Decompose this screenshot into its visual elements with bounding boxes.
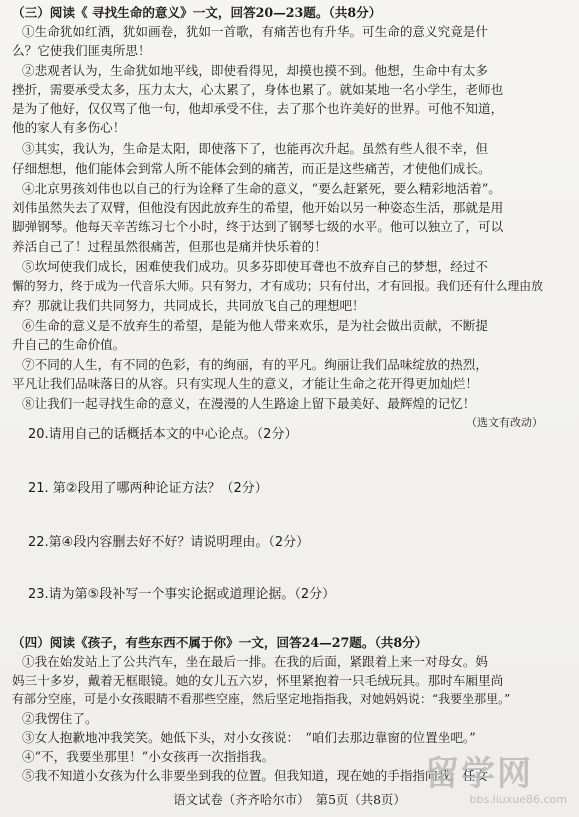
s4-line-2: 妈三十多岁，戴着无框眼镜。她的女儿五六岁，怀里紧抱着一只毛绒玩具。那时车厢里尚 xyxy=(12,673,504,688)
section3-header: （三）阅读《 寻找生命的意义》一文，回答20—23题。（共8分） xyxy=(12,5,382,20)
s3-line-5: 是为了他好，仅仅骂了他一句，他却承受不住，去了那个也许美好的世界。可他不知道， xyxy=(12,101,504,116)
s3-line-9: ④北京男孩刘伟也以自己的行为诠释了生命的意义，“要么赶紧死，要么精彩地活着”。 xyxy=(22,181,501,196)
s3-line-13: ⑤坎坷使我们成长，困难使我们成功。贝多芬即使耳聋也不放弃自己的梦想，经过不 xyxy=(22,259,488,274)
question-22: 22.第④段内容删去好不好？请说明理由。（2分） xyxy=(28,535,310,550)
s3-line-20: ⑧让我们一起寻找生命的意义，在漫漫的人生路途上留下最美好、最辉煌的记忆！ xyxy=(22,396,476,411)
s3-line-16: ⑥生命的意义是不放弃生的希望，是能为他人带来欢乐，是为社会做出贡献，不断提 xyxy=(22,318,488,333)
watermark-url: bbs.liuxue86.com xyxy=(469,793,567,806)
s3-line-12: 养活自己了！过程虽然很痛苦，但那也是痛并快乐着的！ xyxy=(12,239,327,254)
s4-line-7: ⑤我不知道小女孩为什么非要坐到我的位置。但我知道，现在她的手指指向我，任女 xyxy=(22,768,488,783)
s4-line-5: ③女人抱歉地冲我笑笑。她低下头，对小女孩说： “咱们去那边靠窗的位置坐吧。” xyxy=(22,730,476,745)
s3-line-1: ①生命犹如红酒，犹如画卷，犹如一首歌，有痛苦也有升华。可生命的意义究竟是什 xyxy=(22,24,488,39)
s3-line-15: 弃？那就让我们共同努力，共同成长，共同放飞自己的理想吧！ xyxy=(12,298,365,313)
site-watermark xyxy=(425,755,573,815)
s3-line-6: 他的家人有多伤心！ xyxy=(12,120,126,135)
s4-line-4: ②我愣住了。 xyxy=(22,711,98,726)
question-23: 23.请为第⑤段补写一个事实论据或道理论据。（2分） xyxy=(28,587,336,602)
s3-line-19: 平凡让我们品味落日的从容。只有实现人生的意义，才能让生命之花开得更加灿烂！ xyxy=(12,376,478,391)
s3-line-14: 懈的努力，终于成为一代音乐大师。只有努力，才有成功；只有付出，才有回报。我们还有什么理由放 xyxy=(12,279,543,293)
s3-line-10: 刘伟虽然失去了双臂，但他没有因此放弃生的希望，他开始以另一种姿态生活，那就是用 xyxy=(12,200,504,215)
question-21: 21. 第②段用了哪两种论证方法？（2分） xyxy=(28,481,268,496)
s4-line-1: ①我在始发站上了公共汽车，坐在最后一排。在我的后面，紧跟着上来一对母女。妈 xyxy=(22,654,488,669)
watermark-title: 留学网 xyxy=(425,754,533,794)
question-20: 20.请用自己的话概括本文的中心论点。（2分） xyxy=(28,427,298,442)
section4-header: （四）阅读《孩子，有些东西不属于你》一文，回答24—27题。（共8分） xyxy=(12,635,428,650)
s3-line-3: ②悲观者认为，生命犹如地平线，即使看得见，却摸也摸不到。他想，生命中有太多 xyxy=(22,63,488,78)
s4-line-6: ④“不，我要坐那里！”小女孩再一次指指我。 xyxy=(22,749,275,764)
s4-line-3: 有部分空座，可是小女孩眼睛不看那些空座，然后坚定地指指我，对她妈妈说：“我要坐那里。” xyxy=(12,692,511,706)
s3-line-2: 么？它使我们匪夷所思！ xyxy=(12,43,151,58)
s3-line-18: ⑦不同的人生，有不同的色彩，有的绚丽，有的平凡。绚丽让我们品味绽放的热烈， xyxy=(22,357,488,372)
s3-line-11: 脚弹钢琴。他每天辛苦练习七个小时，终于达到了钢琴七级的水平。他可以独立了，可以 xyxy=(12,219,504,234)
s3-line-8: 仔细想想，他们能体会到常人所不能体会到的痛苦，而正是这些痛苦，才使他们成长。 xyxy=(12,161,491,176)
s3-line-7: ③其实，我认为，生命是太阳，即使落下了，也能再次升起。虽然有些人很不幸，但 xyxy=(22,141,488,156)
source-note: （选文有改动） xyxy=(466,416,543,429)
s3-line-17: 升自己的生命价值。 xyxy=(12,337,126,352)
s3-line-4: 挫折，需要承受太多，压力太大，心太累了，身体也累了。就如某地一名小学生，老师也 xyxy=(12,82,504,97)
page-footer: 语文试卷（齐齐哈尔市） 第5页（共8页） xyxy=(173,792,406,807)
